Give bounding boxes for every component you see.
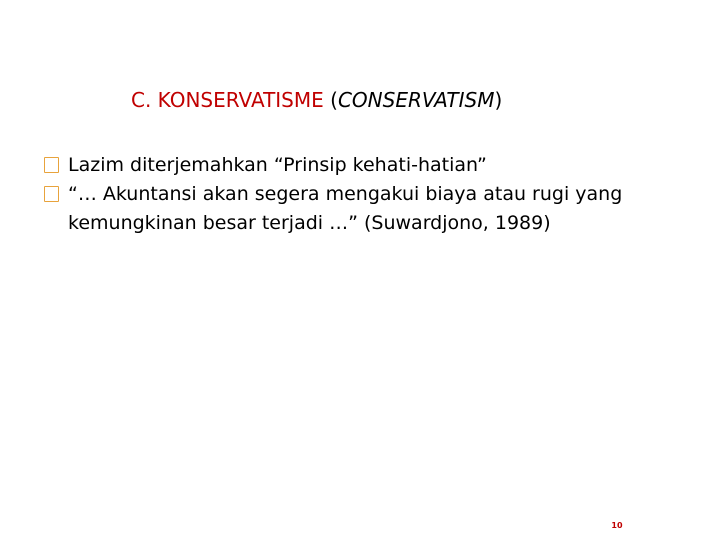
bullet-list — [44, 151, 684, 238]
bullet-box-icon — [44, 186, 59, 202]
bullet-item — [44, 180, 684, 238]
page-number: 10 — [611, 521, 623, 530]
slide-title — [131, 86, 502, 114]
title-close-paren: ) — [494, 88, 503, 112]
title-open-paren: ( — [323, 88, 338, 112]
bullet-text: “… Akuntansi akan segera mengakui biaya atau rugi yang kemungkinan besar terjadi …” (Suwardjono, 1989) — [68, 183, 623, 234]
title-italic: CONSERVATISM — [337, 88, 495, 112]
bullet-box-icon — [44, 157, 59, 173]
bullet-item — [44, 151, 684, 180]
title-main: C. KONSERVATISME — [131, 88, 324, 112]
bullet-text: Lazim diterjemahkan “Prinsip kehati-hatian” — [68, 154, 487, 176]
